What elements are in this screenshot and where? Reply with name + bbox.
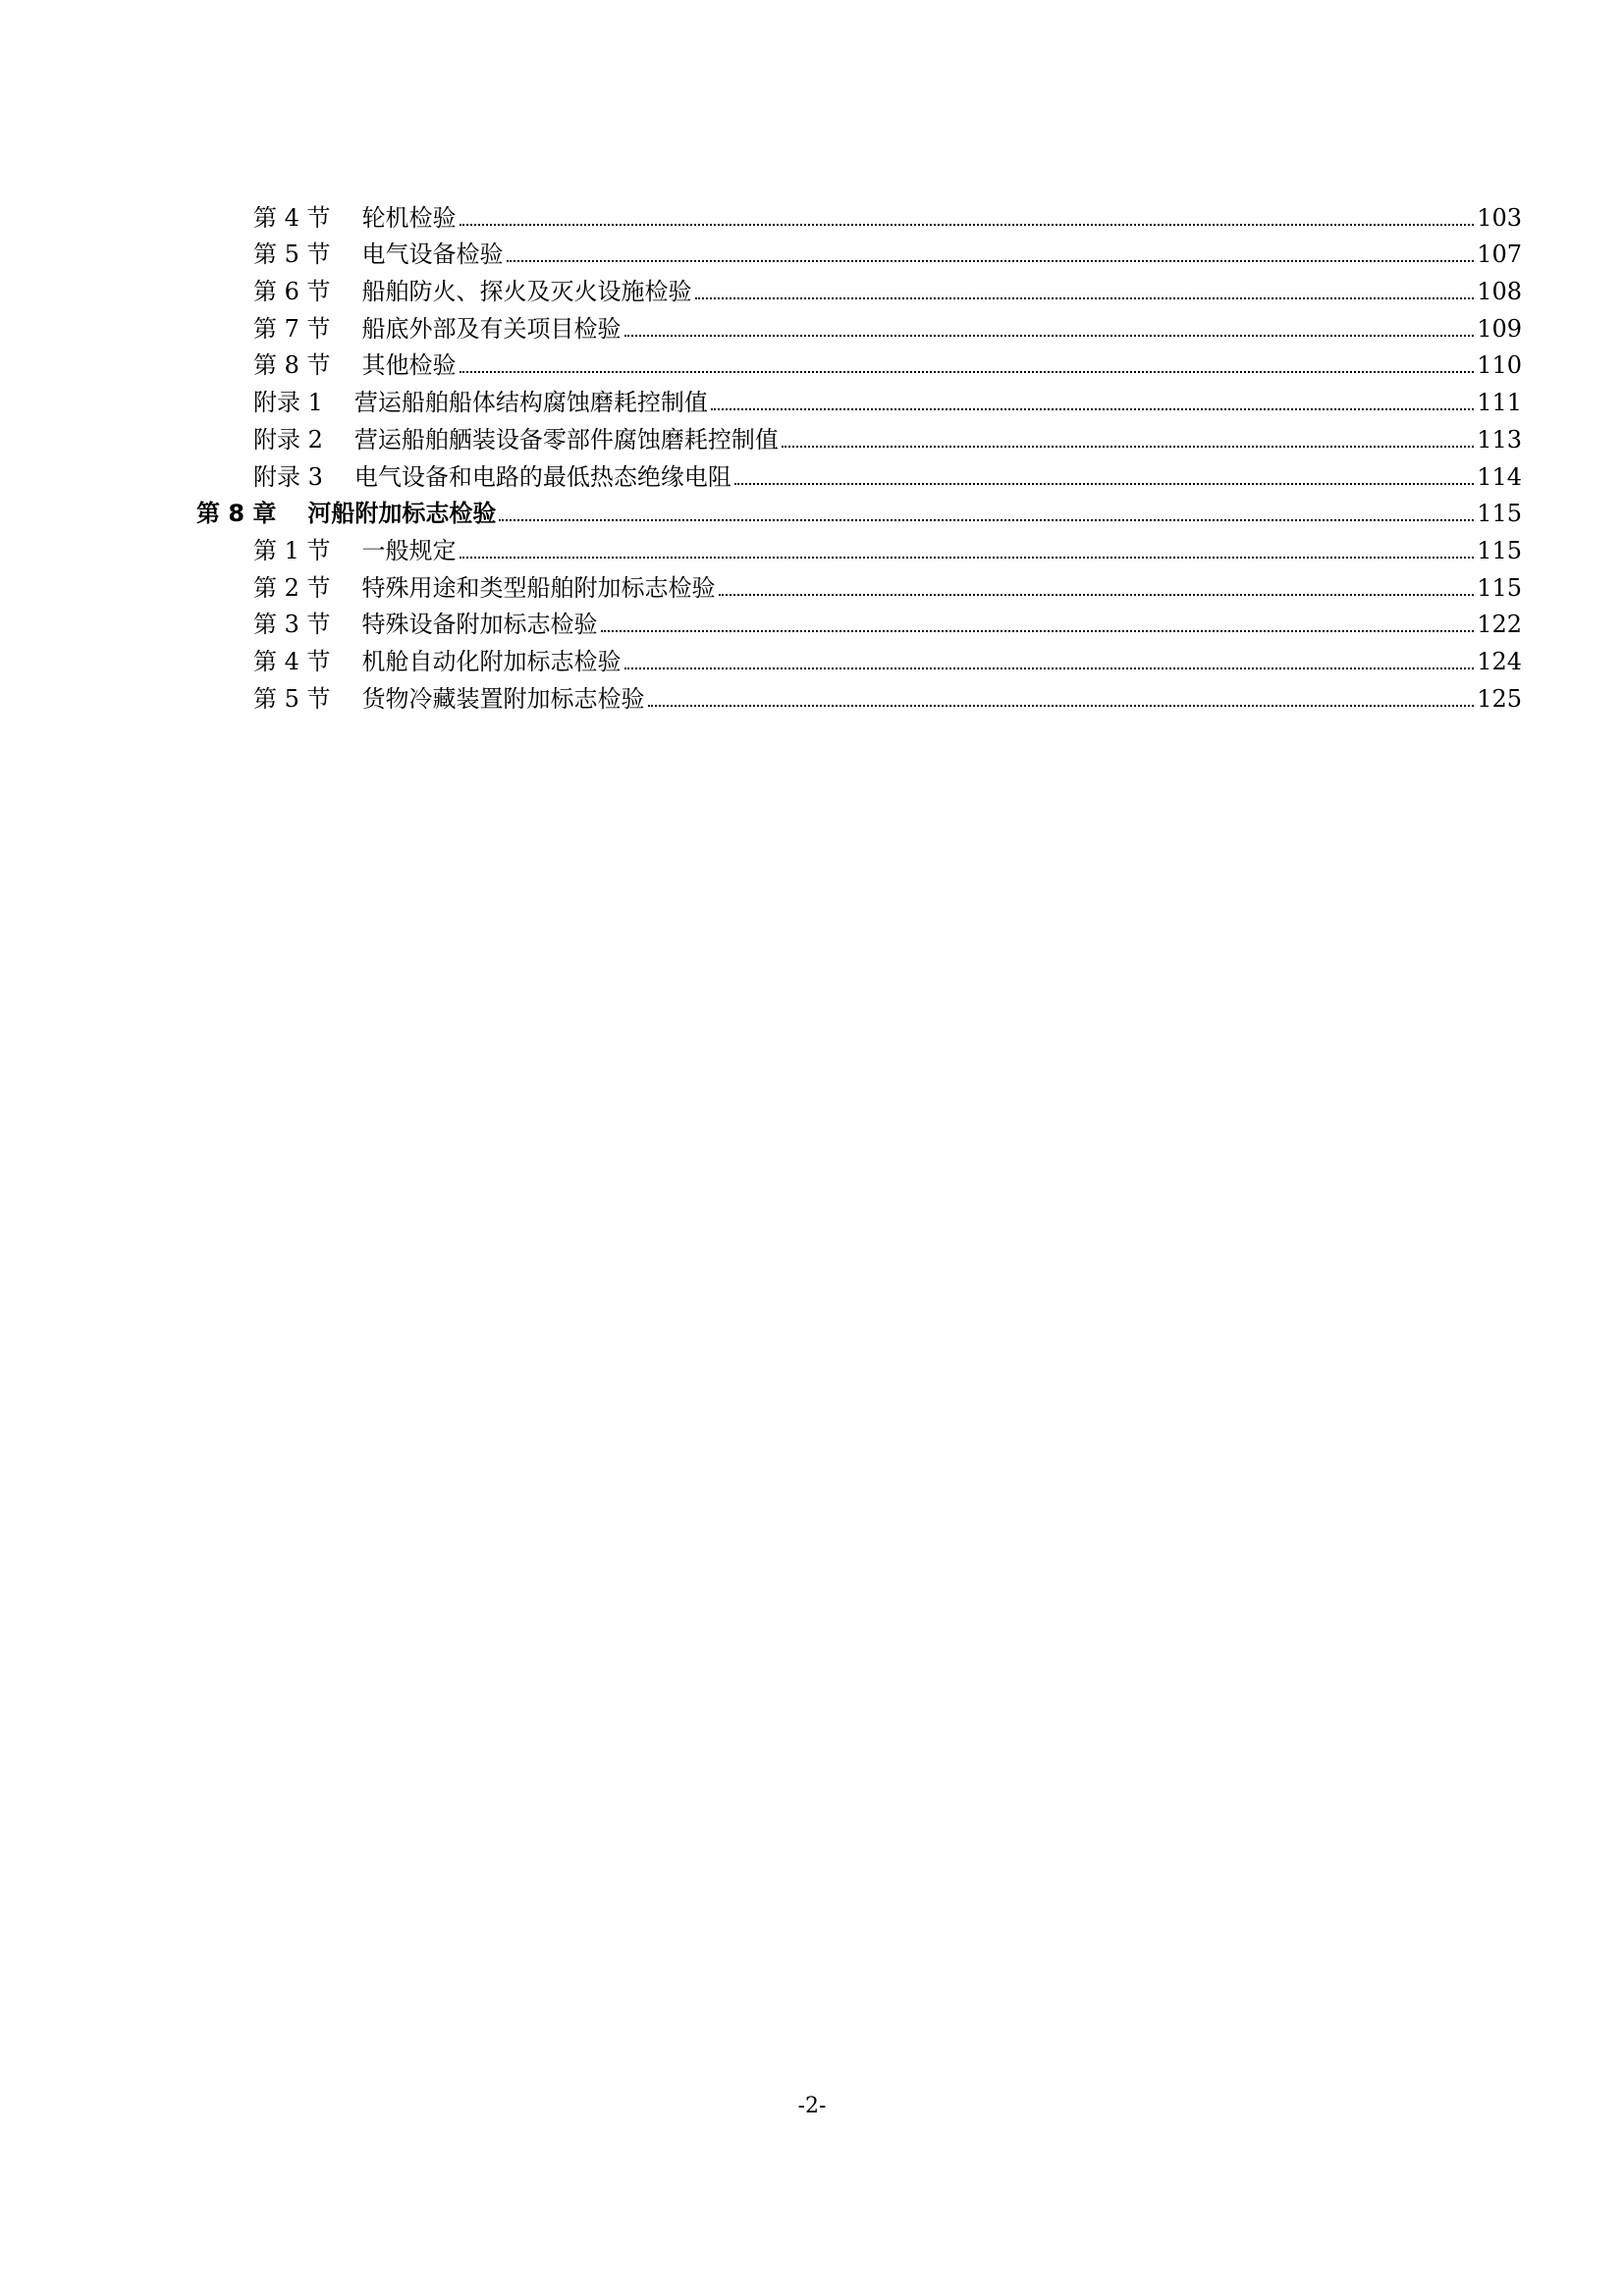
toc-leader-dots [460, 557, 1475, 559]
page-number: -2- [797, 2094, 827, 2118]
toc-entry-page: 103 [1477, 203, 1522, 232]
toc-entry-title: 其他检验 [361, 351, 457, 380]
toc-entry[interactable] [196, 454, 1522, 492]
toc-entry-title: 营运船舶舾装设备零部件腐蚀磨耗控制值 [353, 425, 779, 454]
toc-leader-dots [719, 594, 1475, 596]
toc-entry-page: 109 [1477, 314, 1522, 343]
toc-leader-dots [601, 630, 1475, 632]
toc-entry-number: 附录 1 [253, 389, 323, 417]
toc-entry-number: 附录 2 [253, 425, 323, 454]
toc-entry-page: 114 [1477, 462, 1522, 491]
toc-leader-dots [507, 260, 1475, 262]
toc-leader-dots [499, 519, 1474, 521]
toc-entry[interactable] [196, 528, 1522, 565]
toc-chapter-entry[interactable] [196, 492, 1522, 529]
toc-entry[interactable] [196, 306, 1522, 344]
toc-leader-dots [460, 371, 1475, 373]
toc-leader-dots [734, 483, 1474, 485]
toc-entry-number: 第 5 节 [253, 684, 331, 713]
toc-entry-title: 电气设备和电路的最低热态绝缘电阻 [353, 462, 731, 491]
table-of-contents [196, 195, 1522, 714]
toc-entry-page: 113 [1477, 425, 1522, 454]
toc-entry-title: 船底外部及有关项目检验 [361, 314, 622, 343]
toc-entry-title: 轮机检验 [361, 203, 457, 232]
toc-leader-dots [624, 667, 1475, 669]
toc-entry-number: 第 1 节 [253, 536, 331, 564]
toc-entry[interactable] [196, 676, 1522, 714]
toc-entry-page: 125 [1477, 684, 1522, 713]
toc-entry-number: 第 8 章 [196, 500, 277, 528]
toc-entry-number: 第 3 节 [253, 611, 331, 639]
toc-entry-number: 第 4 节 [253, 647, 331, 675]
toc-entry-number: 第 8 节 [253, 351, 331, 380]
toc-entry-title: 河船附加标志检验 [307, 500, 497, 528]
toc-entry-title: 营运船舶船体结构腐蚀磨耗控制值 [353, 389, 708, 417]
toc-entry-page: 124 [1477, 647, 1522, 675]
toc-entry[interactable] [196, 195, 1522, 233]
toc-entry[interactable] [196, 269, 1522, 306]
toc-entry[interactable] [196, 344, 1522, 381]
toc-entry-page: 115 [1477, 500, 1522, 528]
toc-leader-dots [782, 446, 1474, 448]
toc-entry-title: 船舶防火、探火及灭火设施检验 [361, 278, 692, 306]
toc-entry[interactable] [196, 565, 1522, 603]
toc-leader-dots [460, 224, 1475, 226]
toc-entry-number: 第 2 节 [253, 573, 331, 602]
toc-entry-title: 货物冷藏装置附加标志检验 [361, 684, 645, 713]
toc-entry-page: 111 [1477, 389, 1522, 417]
toc-entry-page: 115 [1477, 536, 1522, 564]
toc-leader-dots [695, 297, 1475, 299]
toc-entry[interactable] [196, 417, 1522, 454]
toc-entry-title: 特殊用途和类型船舶附加标志检验 [361, 573, 716, 602]
toc-entry-title: 电气设备检验 [361, 240, 504, 269]
toc-leader-dots [624, 335, 1475, 337]
toc-entry-number: 第 4 节 [253, 203, 331, 232]
toc-entry-page: 107 [1477, 240, 1522, 269]
toc-entry-page: 108 [1477, 278, 1522, 306]
toc-entry-title: 机舱自动化附加标志检验 [361, 647, 622, 675]
toc-entry[interactable] [196, 233, 1522, 270]
toc-leader-dots [711, 408, 1474, 410]
toc-entry[interactable] [196, 639, 1522, 676]
toc-entry-number: 附录 3 [253, 462, 323, 491]
toc-entry-title: 一般规定 [361, 536, 457, 564]
toc-entry-number: 第 6 节 [253, 278, 331, 306]
toc-entry-page: 122 [1477, 611, 1522, 639]
toc-entry-title: 特殊设备附加标志检验 [361, 611, 598, 639]
toc-entry[interactable] [196, 380, 1522, 417]
toc-entry-number: 第 5 节 [253, 240, 331, 269]
toc-entry-number: 第 7 节 [253, 314, 331, 343]
toc-entry-page: 110 [1477, 351, 1522, 380]
toc-entry[interactable] [196, 603, 1522, 640]
toc-leader-dots [648, 705, 1475, 707]
toc-entry-page: 115 [1477, 573, 1522, 602]
